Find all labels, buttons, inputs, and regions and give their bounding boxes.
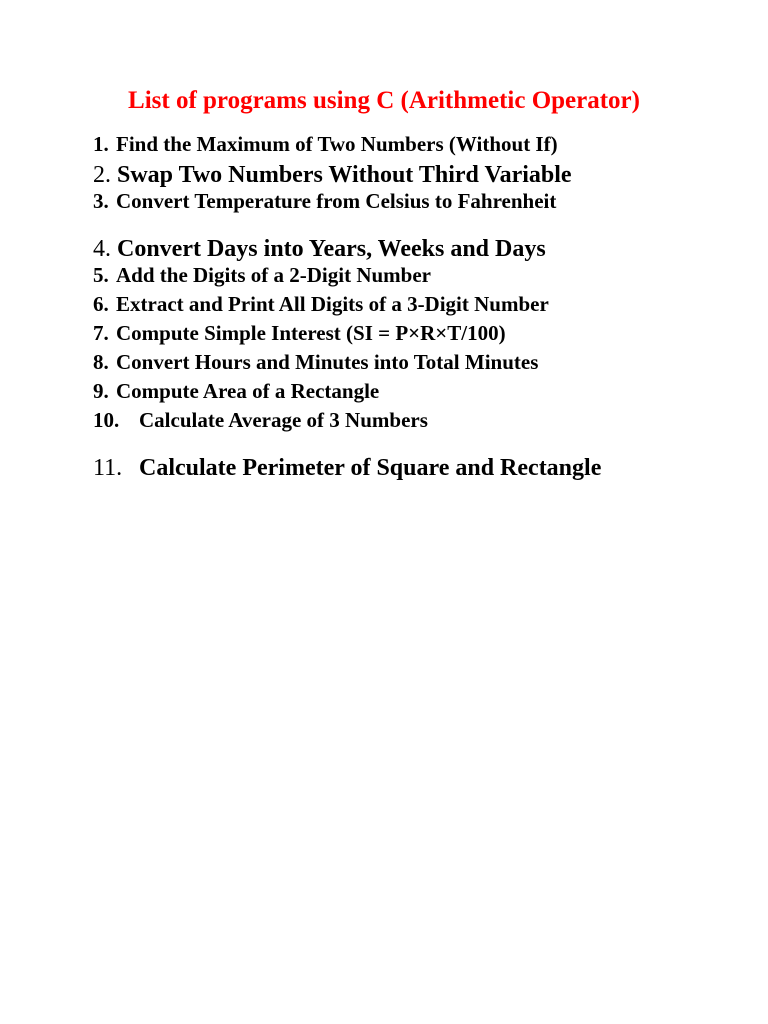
- list-item-text: Calculate Average of 3 Numbers: [139, 408, 428, 432]
- list-item: [93, 406, 428, 434]
- list-item-text: Compute Simple Interest (SI = P×R×T/100): [116, 321, 506, 345]
- list-item-number: 5.: [93, 263, 109, 287]
- list-item-text: Extract and Print All Digits of a 3-Digit Number: [116, 292, 549, 316]
- list-item: [93, 290, 549, 318]
- list-item-text: Calculate Perimeter of Square and Rectangle: [139, 455, 602, 481]
- list-item-number: 8.: [93, 350, 109, 374]
- list-item-text: Convert Temperature from Celsius to Fahrenheit: [116, 189, 557, 213]
- list-item-text: Compute Area of a Rectangle: [116, 379, 380, 403]
- list-item-text: Find the Maximum of Two Numbers (Without If): [116, 132, 558, 156]
- page-title: List of programs using C (Arithmetic Operator): [128, 87, 640, 114]
- list-item-number: 7.: [93, 321, 109, 345]
- list-item: [93, 348, 538, 376]
- list-item-text: Swap Two Numbers Without Third Variable: [117, 162, 572, 188]
- list-item-number: 2.: [93, 162, 111, 188]
- list-item-number: 11.: [93, 455, 123, 481]
- list-item-number: 9.: [93, 379, 109, 403]
- list-item-text: Convert Hours and Minutes into Total Minutes: [116, 350, 539, 374]
- list-item-number: 6.: [93, 292, 109, 316]
- list-item-number: 10.: [93, 408, 120, 432]
- list-item-number: 1.: [93, 132, 109, 156]
- list-item: [93, 452, 601, 484]
- list-item: [93, 319, 506, 347]
- list-item-text: Convert Days into Years, Weeks and Days: [117, 236, 546, 262]
- list-item-text: Add the Digits of a 2-Digit Number: [116, 263, 431, 287]
- list-item-number: 4.: [93, 236, 111, 262]
- list-item-number: 3.: [93, 189, 109, 213]
- list-item: [93, 377, 379, 405]
- list-item: [93, 130, 558, 158]
- list-item: [93, 261, 431, 289]
- list-item: [93, 187, 556, 215]
